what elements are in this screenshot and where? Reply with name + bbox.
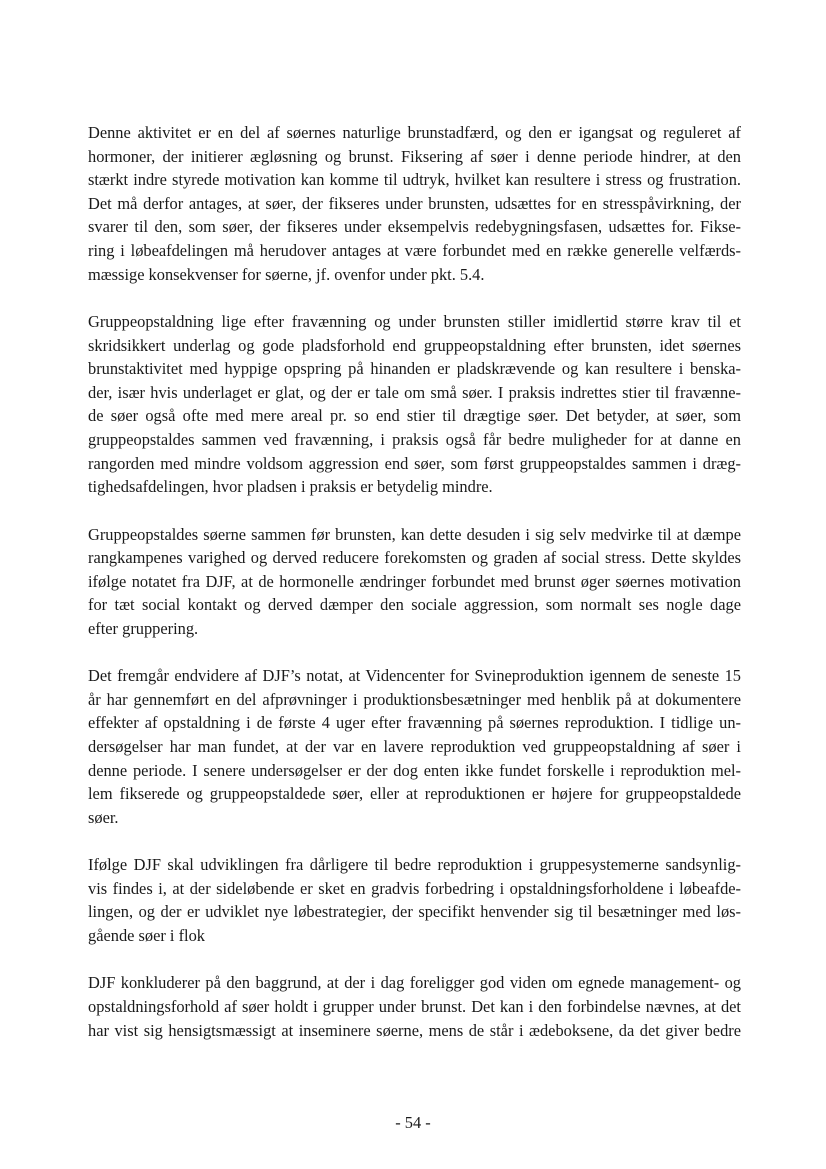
- text-line: svarer til den, som søer, der fikseres under eksempelvis redebygningsfasen, udsættes for. Fikse-: [88, 217, 741, 237]
- text-line: vis findes i, at der sideløbende er sket en gradvis forbedring i opstaldningsforholdene i løbeafde-: [88, 878, 741, 898]
- text-line: Det må derfor antages, at søer, der fikseres under brunsten, udsættes for en stresspåvirkning, der: [88, 193, 741, 213]
- paragraph-djf-notat: [88, 664, 741, 829]
- text-line: Denne aktivitet er en del af søernes naturlige brunstadfærd, og den er igangsat og reguleret af: [88, 123, 741, 142]
- text-line: ifølge notatet fra DJF, at de hormonelle ændringer forbundet med brunst øger søernes motivation: [88, 571, 741, 591]
- text-line: mæssige konsekvenser for søerne, jf. ovenfor under pkt. 5.4.: [88, 264, 485, 284]
- page-number: - 54 -: [395, 1113, 431, 1132]
- text-line: tighedsafdelingen, hvor pladsen i praksis er betydelig mindre.: [88, 477, 493, 497]
- text-line: skridsikkert underlag og gode pladsforhold end gruppeopstaldning efter brunsten, idet søernes: [88, 335, 741, 355]
- text-line: har vist sig hensigtsmæssigt at inseminere søerne, mens de står i ædeboksene, da det giver bedre: [88, 1020, 741, 1040]
- text-line: efter gruppering.: [88, 618, 199, 638]
- text-line: Det fremgår endvidere af DJF’s notat, at Videncenter for Svineproduktion igennem de seneste 15: [88, 666, 741, 686]
- paragraph-group-housing-requirements: [88, 310, 741, 499]
- paragraph-djf-conclusion: [88, 971, 741, 1042]
- text-line: effekter af opstaldning i de første 4 uger efter fravænning på søernes reproduktion. I tidlige un-: [88, 713, 741, 733]
- text-line: rangorden med mindre voldsom aggression end søer, som først gruppeopstaldes sammen i dræg-: [88, 453, 741, 473]
- text-line: for tæt social kontakt og derved dæmper den sociale aggression, som normalt ses nogle dage: [88, 595, 741, 615]
- text-line: ring i løbeafdelingen må herudover antages at være forbundet med en række generelle velfærds-: [88, 240, 741, 260]
- text-line: denne periode. I senere undersøgelser er der dog enten ikke fundet forskelle i reproduktion mel-: [88, 760, 741, 780]
- text-line: søer.: [88, 807, 119, 827]
- paragraph-reproduction-development: [88, 853, 741, 947]
- text-line: der, især hvis underlaget er glat, og der er tale om små søer. I praksis indrettes stier til fravænne-: [88, 382, 741, 402]
- text-line: DJF konkluderer på den baggrund, at der i dag foreligger god viden om egnede management- og: [88, 973, 741, 993]
- text-line: Ifølge DJF skal udviklingen fra dårligere til bedre reproduktion i gruppesystemerne sandsynlig-: [88, 855, 741, 875]
- text-line: dersøgelser har man fundet, at der var en lavere reproduktion ved gruppeopstaldning af søer i: [88, 737, 741, 757]
- text-line: rangkampenes varighed og derved reducere forekomsten og graden af social stress. Dette skyldes: [88, 548, 741, 568]
- paragraph-social-stress: [88, 523, 741, 641]
- text-line: gående søer i flok: [88, 926, 205, 945]
- text-line: gruppeopstaldes sammen ved fravænning, i praksis også får bedre muligheder for at danne en: [88, 429, 741, 449]
- text-line: de søer også ofte med mere areal pr. so end stier til drægtige søer. Det betyder, at søer, som: [88, 406, 741, 426]
- text-line: år har gennemført en del afprøvninger i produktionsbesætninger med henblik på at dokumentere: [88, 689, 741, 709]
- paragraph-brunst-behavior: [88, 121, 741, 286]
- text-line: lingen, og der er udviklet nye løbestrategier, der specifikt henvender sig til besætninger med løs-: [88, 902, 741, 922]
- document-page: [88, 121, 741, 1066]
- text-line: Gruppeopstaldning lige efter fravænning og under brunsten stiller imidlertid større krav til et: [88, 311, 741, 331]
- text-line: stærkt indre styrede motivation kan komme til udtryk, hvilket kan resultere i stress og frustration.: [88, 170, 741, 190]
- text-line: lem fikserede og gruppeopstaldede søer, eller at reproduktionen er højere for gruppeopstaldede: [88, 784, 741, 804]
- text-line: Gruppeopstaldes søerne sammen før brunsten, kan dette desuden i sig selv medvirke til at dæmpe: [88, 524, 741, 544]
- text-line: hormoner, der initierer ægløsning og brunst. Fiksering af søer i denne periode hindrer, at den: [88, 146, 741, 166]
- text-line: brunstaktivitet med hyppige opspring på hinanden er pladskrævende og kan resultere i benska-: [88, 359, 741, 379]
- text-line: opstaldningsforhold af søer holdt i grupper under brunst. Det kan i den forbindelse nævnes, at det: [88, 996, 741, 1016]
